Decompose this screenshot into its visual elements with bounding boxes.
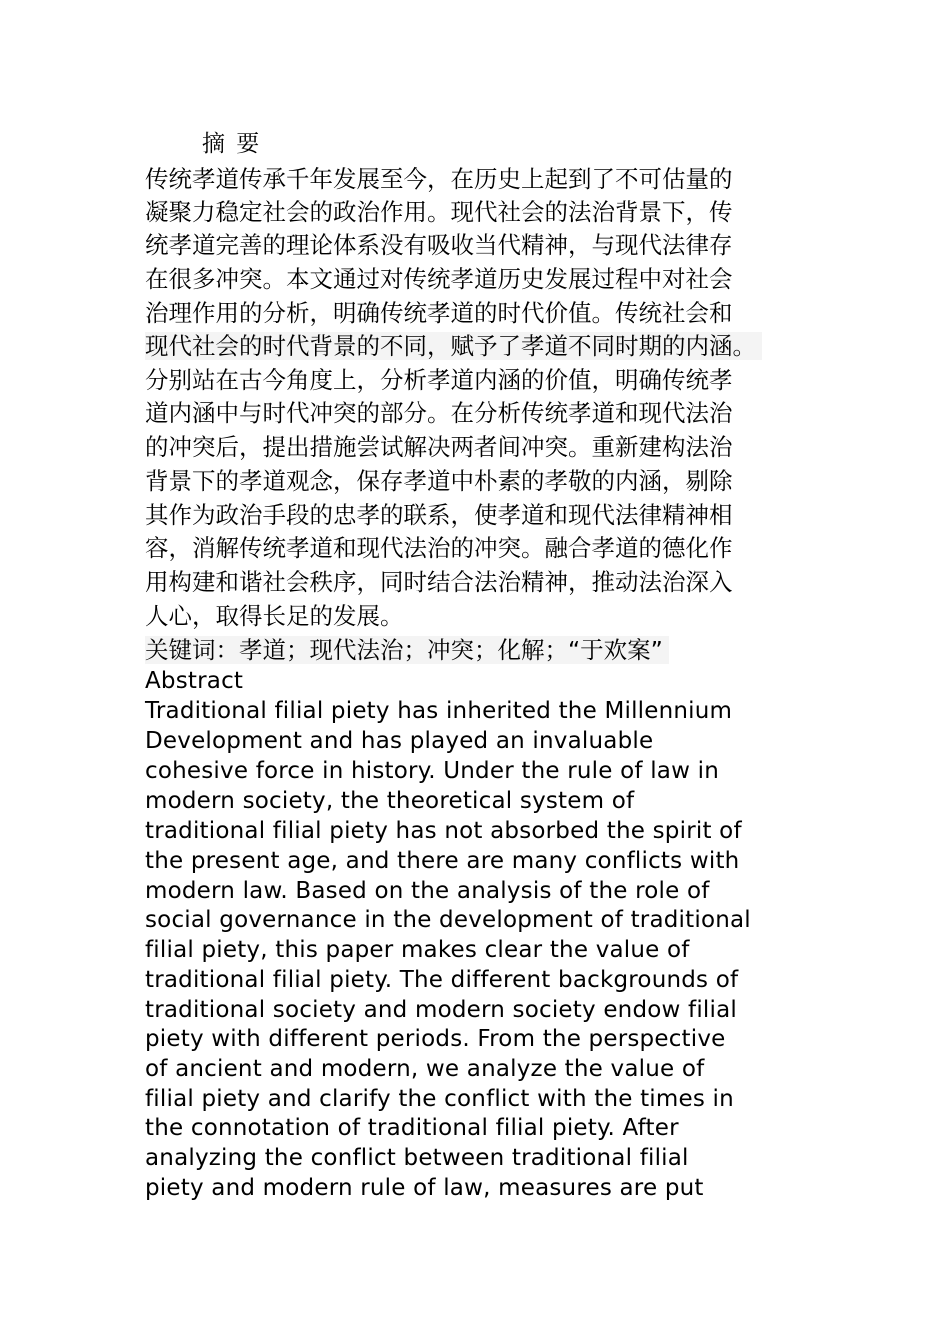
abstract-en-line-5: traditional filial piety has not absorbed the spirit of <box>145 818 742 844</box>
abstract-zh-line-8: 道内涵中与时代冲突的部分。在分析传统孝道和现代法治 <box>145 399 733 427</box>
abstract-zh-line-6-text: 现代社会的时代背景的不同，赋予了孝道不同时期的内涵。 <box>145 332 762 360</box>
abstract-en-line-12: piety with different periods. From the perspective <box>145 1026 726 1052</box>
abstract-en-line-16: analyzing the conflict between traditional filial <box>145 1145 689 1171</box>
abstract-zh-line-7: 分别站在古今角度上，分析孝道内涵的价值，明确传统孝 <box>145 366 733 394</box>
abstract-en-line-7: modern law. Based on the analysis of the role of <box>145 878 710 904</box>
abstract-en-line-3: cohesive force in history. Under the rule of law in <box>145 758 719 784</box>
abstract-en-line-10: traditional filial piety. The different backgrounds of <box>145 967 739 993</box>
keywords-zh <box>145 634 669 666</box>
abstract-en-line-4: modern society, the theoretical system of <box>145 788 635 814</box>
abstract-zh-line-5: 治理作用的分析，明确传统孝道的时代价值。传统社会和 <box>145 299 733 327</box>
abstract-en-line-11: traditional society and modern society endow filial <box>145 997 737 1023</box>
abstract-zh-line-9: 的冲突后，提出措施尝试解决两者间冲突。重新建构法治 <box>145 433 733 461</box>
abstract-en-line-9: filial piety, this paper makes clear the value of <box>145 937 690 963</box>
abstract-zh-line-4: 在很多冲突。本文通过对传统孝道历史发展过程中对社会 <box>145 265 733 293</box>
abstract-en-line-2: Development and has played an invaluable <box>145 728 654 754</box>
abstract-en-line-13: of ancient and modern, we analyze the value of <box>145 1056 705 1082</box>
abstract-zh-line-2: 凝聚力稳定社会的政治作用。现代社会的法治背景下，传 <box>145 198 733 226</box>
abstract-en-line-17: piety and modern rule of law, measures are put <box>145 1175 704 1201</box>
abstract-zh-line-14: 人心，取得长足的发展。 <box>145 602 404 630</box>
keywords-zh-text: 关键词：孝道；现代法治；冲突；化解；“于欢案” <box>145 636 669 664</box>
abstract-zh-line-1: 传统孝道传承千年发展至今，在历史上起到了不可估量的 <box>145 165 733 193</box>
abstract-zh-line-13: 用构建和谐社会秩序，同时结合法治精神，推动法治深入 <box>145 568 733 596</box>
abstract-heading-zh: 摘 要 <box>202 131 262 157</box>
abstract-en-line-1: Traditional filial piety has inherited the Millennium <box>145 698 733 724</box>
abstract-en-line-8: social governance in the development of traditional <box>145 907 751 933</box>
abstract-heading-en: Abstract <box>145 668 244 694</box>
abstract-zh-line-10: 背景下的孝道观念，保存孝道中朴素的孝敬的内涵，剔除 <box>145 467 733 495</box>
abstract-zh-line-12: 容，消解传统孝道和现代法治的冲突。融合孝道的德化作 <box>145 534 733 562</box>
abstract-en-line-14: filial piety and clarify the conflict with the times in <box>145 1086 734 1112</box>
abstract-zh-line-11: 其作为政治手段的忠孝的联系，使孝道和现代法律精神相 <box>145 501 733 529</box>
abstract-zh-line-6 <box>145 330 762 362</box>
abstract-zh-line-3: 统孝道完善的理论体系没有吸收当代精神，与现代法律存 <box>145 231 733 259</box>
abstract-en-line-6: the present age, and there are many conflicts with <box>145 848 740 874</box>
abstract-en-line-15: the connotation of traditional filial piety. After <box>145 1115 679 1141</box>
